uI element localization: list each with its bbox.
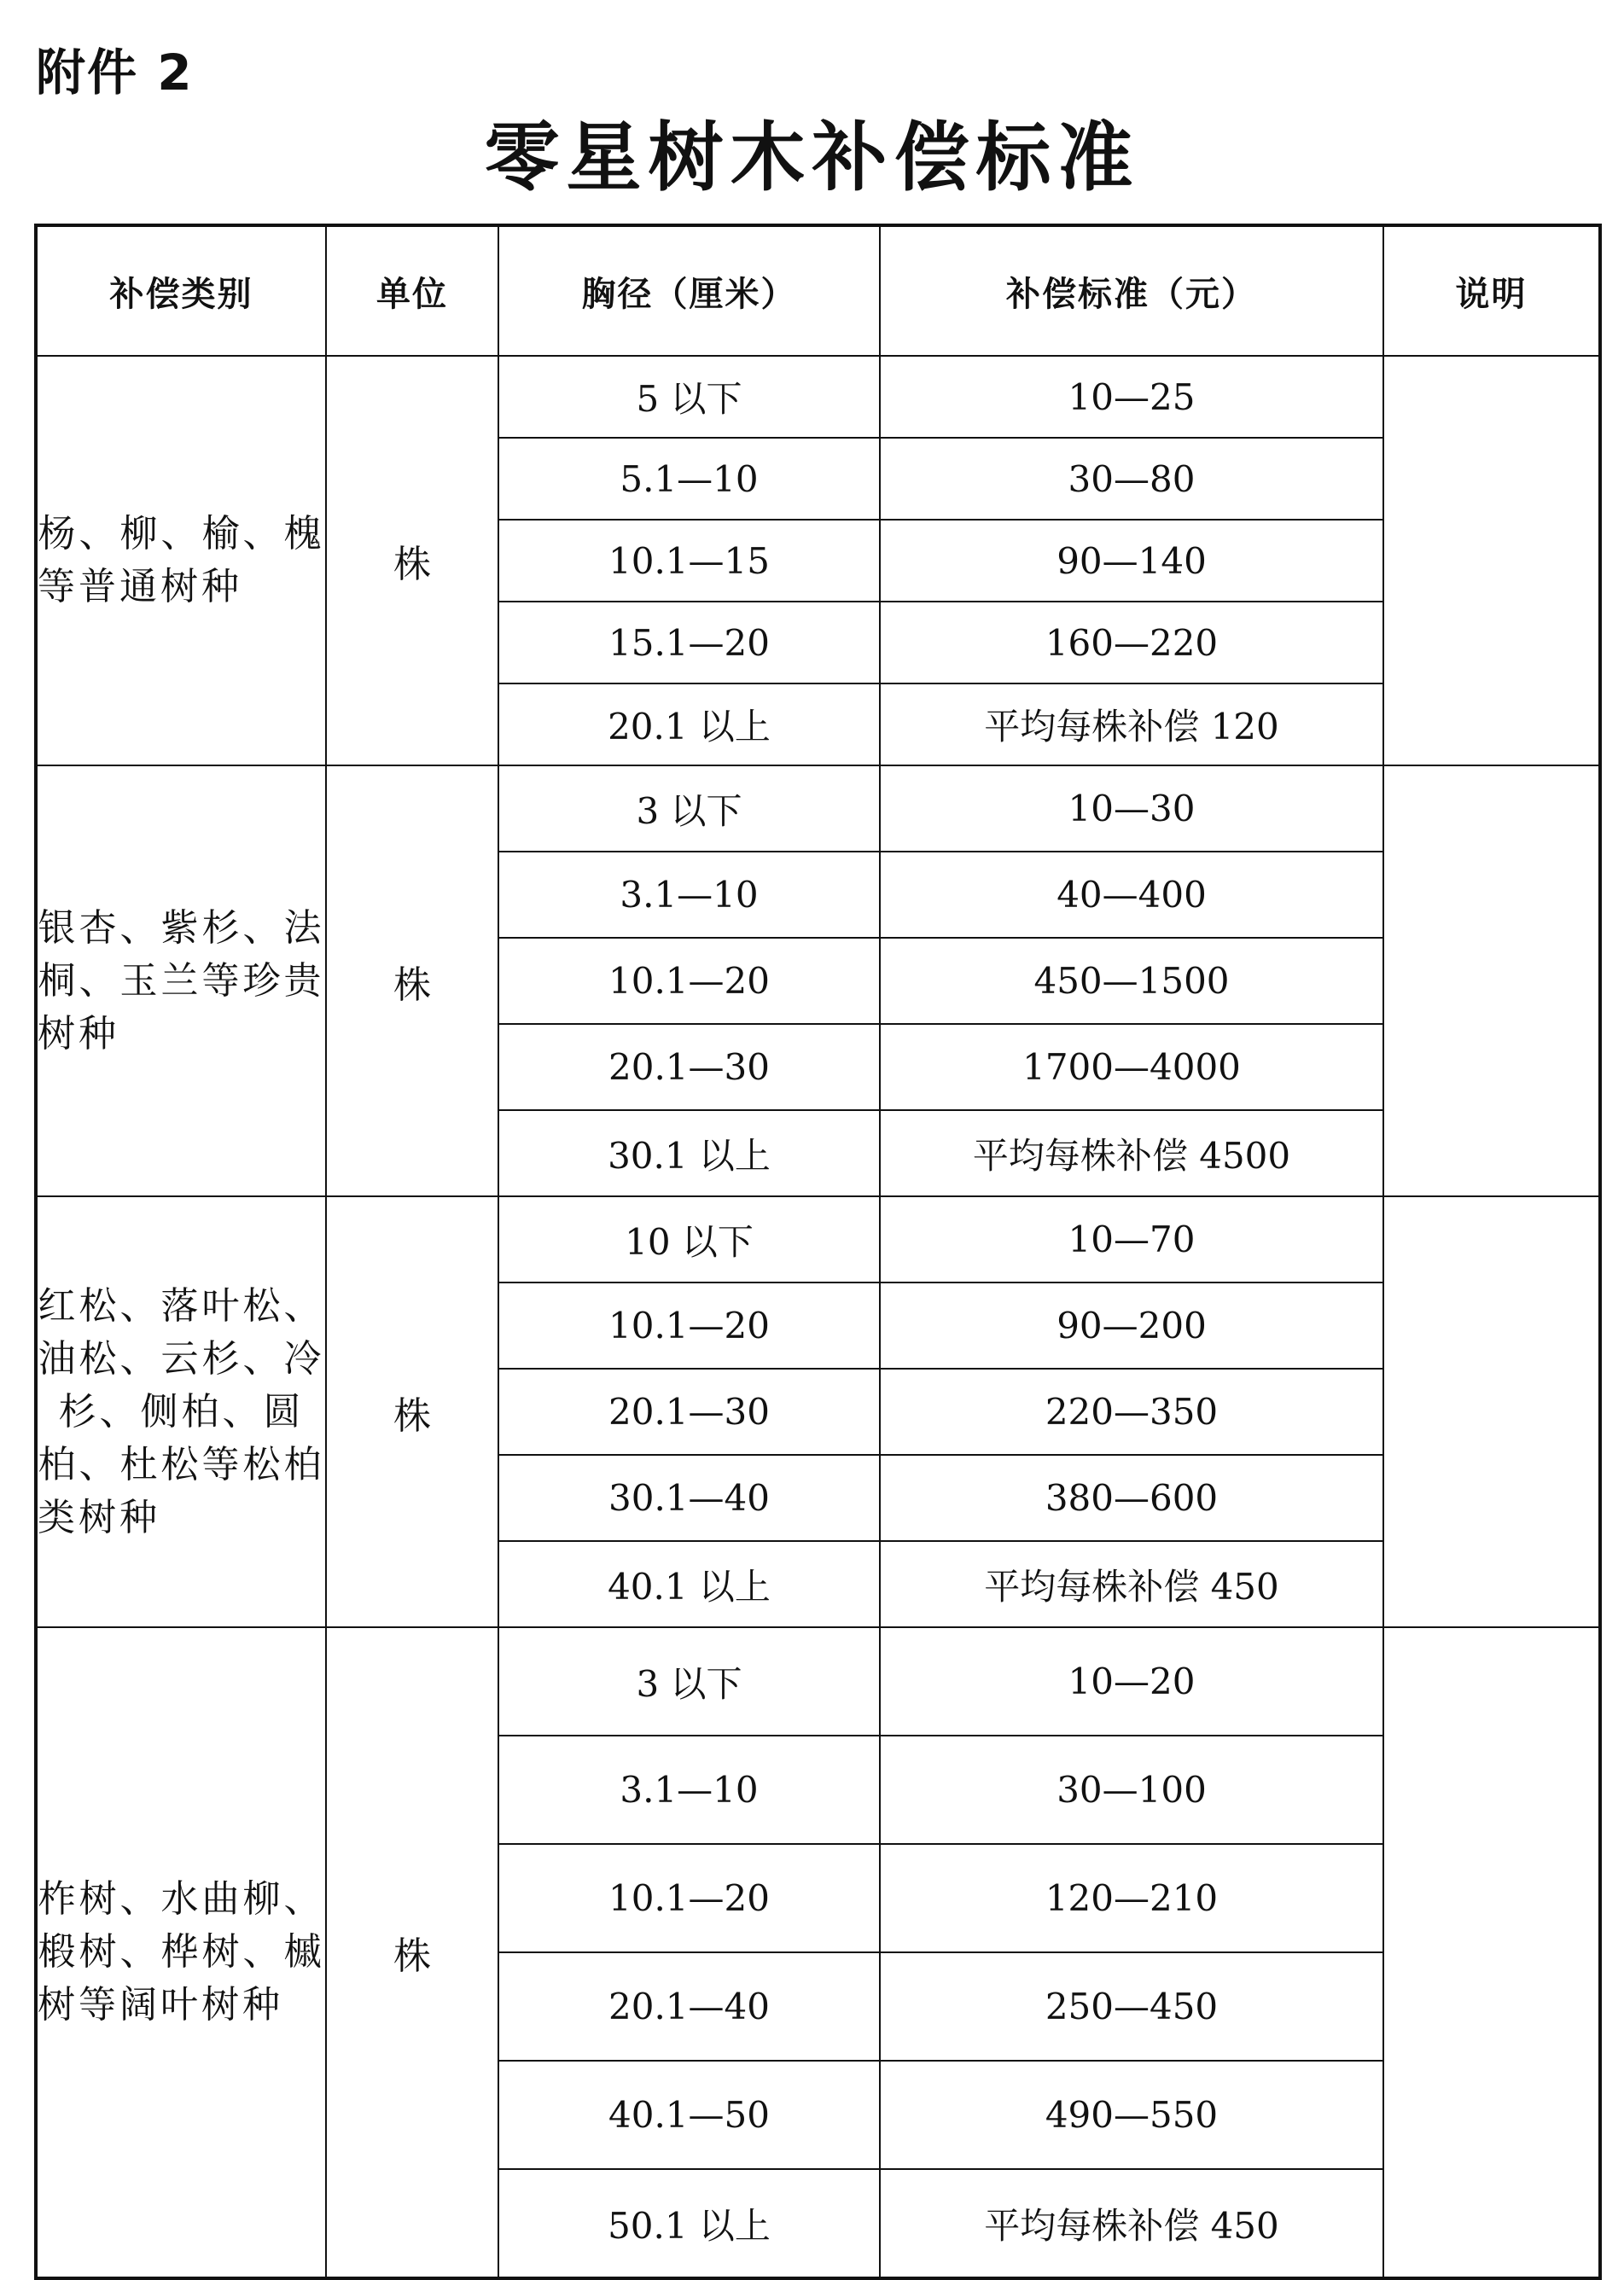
dbh-cell: 20.1 以上 (498, 683, 880, 765)
compensation-table (34, 224, 1602, 2280)
standard-cell: 90—140 (880, 520, 1383, 602)
dbh-cell: 10 以下 (498, 1196, 880, 1282)
standard-cell: 10—25 (880, 356, 1383, 438)
dbh-cell: 3 以下 (498, 765, 880, 852)
dbh-cell: 3.1—10 (498, 852, 880, 938)
standard-cell: 10—30 (880, 765, 1383, 852)
attachment-label: 附件 2 (36, 44, 194, 102)
dbh-cell: 3.1—10 (498, 1736, 880, 1844)
column-header-dbh: 胸径（厘米） (498, 225, 880, 356)
note-cell (1383, 356, 1600, 765)
standard-cell: 380—600 (880, 1455, 1383, 1541)
standard-cell: 490—550 (880, 2061, 1383, 2169)
standard-cell: 250—450 (880, 1952, 1383, 2061)
dbh-cell: 10.1—20 (498, 1282, 880, 1369)
dbh-cell: 20.1—30 (498, 1369, 880, 1455)
standard-cell: 90—200 (880, 1282, 1383, 1369)
standard-cell: 40—400 (880, 852, 1383, 938)
table-header-row (36, 225, 1600, 356)
standard-cell: 1700—4000 (880, 1024, 1383, 1110)
category-cell: 红松、落叶松、油松、云杉、冷杉、侧柏、圆柏、杜松等松柏类树种 (36, 1196, 326, 1627)
unit-cell: 株 (326, 765, 498, 1196)
table-row (36, 1627, 1600, 1736)
column-header-unit: 单位 (326, 225, 498, 356)
column-header-standard: 补偿标准（元） (880, 225, 1383, 356)
dbh-cell: 50.1 以上 (498, 2169, 880, 2278)
dbh-cell: 3 以下 (498, 1627, 880, 1736)
category-cell: 银杏、紫杉、法桐、玉兰等珍贵树种 (36, 765, 326, 1196)
unit-cell: 株 (326, 1627, 498, 2278)
dbh-cell: 5 以下 (498, 356, 880, 438)
dbh-cell: 40.1—50 (498, 2061, 880, 2169)
note-cell (1383, 1196, 1600, 1627)
page-title: 零星树木补偿标准 (484, 113, 1140, 201)
standard-cell: 30—100 (880, 1736, 1383, 1844)
dbh-cell: 15.1—20 (498, 602, 880, 683)
unit-cell: 株 (326, 1196, 498, 1627)
dbh-cell: 10.1—20 (498, 1844, 880, 1952)
dbh-cell: 30.1—40 (498, 1455, 880, 1541)
table-row (36, 356, 1600, 438)
standard-cell: 平均每株补偿 120 (880, 683, 1383, 765)
note-cell (1383, 765, 1600, 1196)
dbh-cell: 10.1—20 (498, 938, 880, 1024)
category-cell: 杨、柳、榆、槐等普通树种 (36, 356, 326, 765)
dbh-cell: 10.1—15 (498, 520, 880, 602)
standard-cell: 450—1500 (880, 938, 1383, 1024)
standard-cell: 10—70 (880, 1196, 1383, 1282)
standard-cell: 30—80 (880, 438, 1383, 520)
dbh-cell: 30.1 以上 (498, 1110, 880, 1196)
standard-cell: 160—220 (880, 602, 1383, 683)
dbh-cell: 20.1—30 (498, 1024, 880, 1110)
unit-cell: 株 (326, 356, 498, 765)
standard-cell: 平均每株补偿 450 (880, 2169, 1383, 2278)
note-cell (1383, 1627, 1600, 2278)
standard-cell: 平均每株补偿 4500 (880, 1110, 1383, 1196)
column-header-note: 说明 (1383, 225, 1600, 356)
table-row (36, 1196, 1600, 1282)
dbh-cell: 20.1—40 (498, 1952, 880, 2061)
dbh-cell: 40.1 以上 (498, 1541, 880, 1627)
column-header-category: 补偿类别 (36, 225, 326, 356)
table-row (36, 765, 1600, 852)
standard-cell: 220—350 (880, 1369, 1383, 1455)
standard-cell: 120—210 (880, 1844, 1383, 1952)
dbh-cell: 5.1—10 (498, 438, 880, 520)
category-cell: 柞树、水曲柳、椴树、桦树、槭树等阔叶树种 (36, 1627, 326, 2278)
standard-cell: 平均每株补偿 450 (880, 1541, 1383, 1627)
standard-cell: 10—20 (880, 1627, 1383, 1736)
